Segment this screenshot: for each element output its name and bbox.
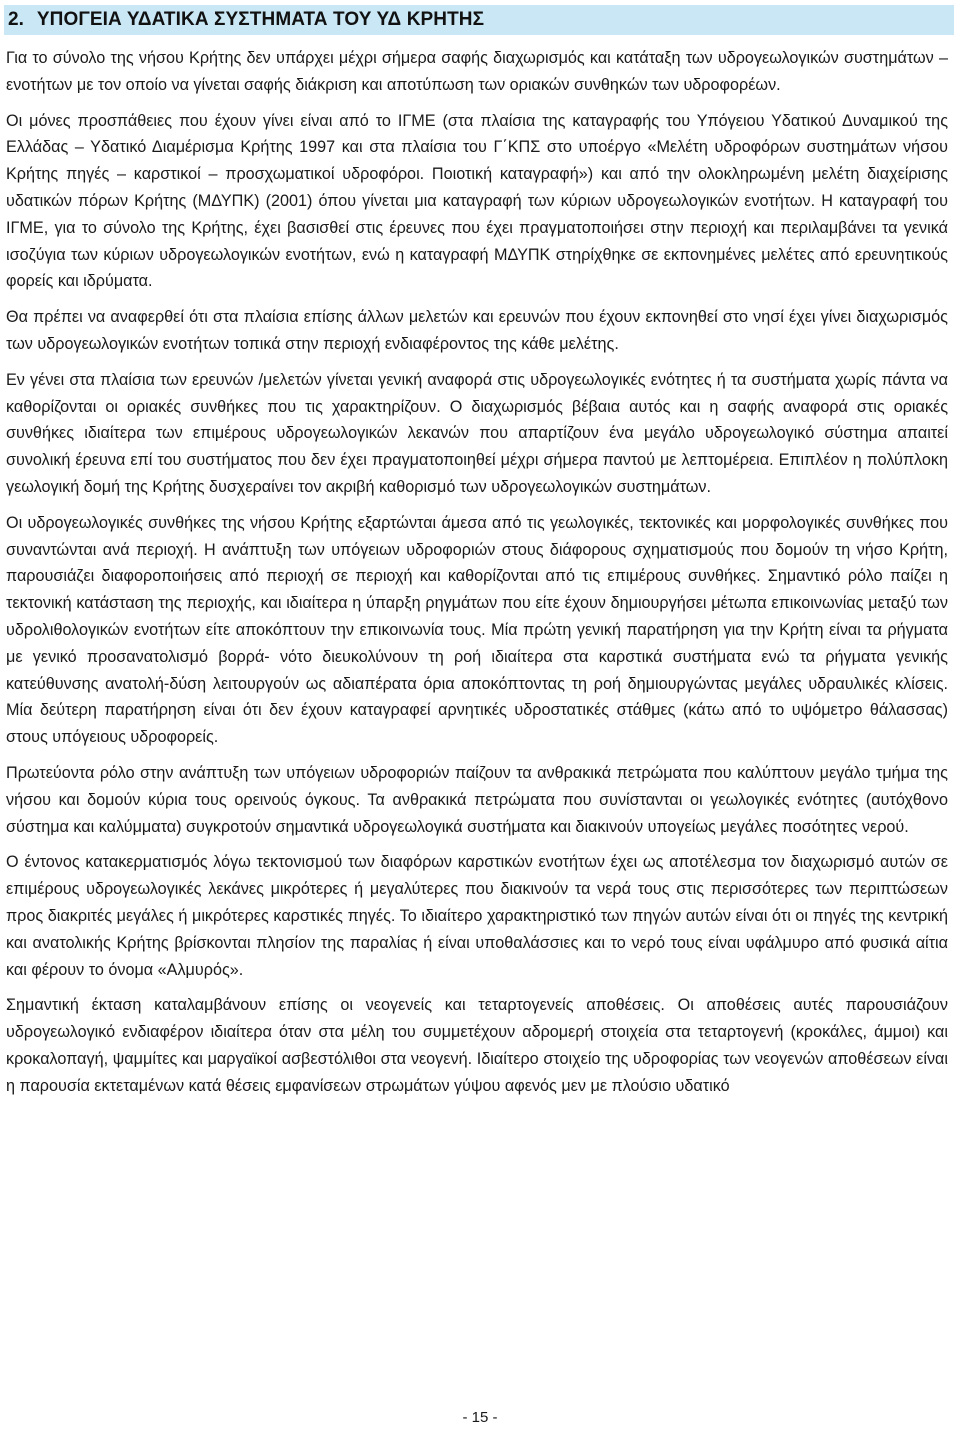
paragraph-4: Εν γένει στα πλαίσια των ερευνών /μελετών γίνεται γενική αναφορά στις υδρογεωλογικές ενότητες ή τα συστήματα χωρίς πάντα να καθορίζονται οι οριακές συνθήκες που τις χαρακτηρίζουν. Ο διαχωρισμός βέβαια αυτός και η σαφής αναφορά στις οριακές συνθήκες ιδιαίτερα των επιμέρους υδρογεωλογικών λεκανών που απαρτίζουν ένα μεγάλο υδρογεωλογικό σύστημα απαιτεί συνολική έρευνα επί του συστήματος που δεν έχει πραγματοποιηθεί μέχρι σήμερα παντού με λεπτομέρεια. Επιπλέον η πολύπλοκη γεωλογική δομή της Κρήτης δυσχεραίνει τον ακριβή καθορισμό των υδρογεωλογικών συστημάτων. (6, 370, 948, 496)
paragraph-2: Οι μόνες προσπάθειες που έχουν γίνει είναι από το ΙΓΜΕ (στα πλαίσια της καταγραφής του Υπόγειου Υδατικού Δυναμικού της Ελλάδας – Υδατικό Διαμέρισμα Κρήτης 1997 και στα πλαίσια του Γ΄ΚΠΣ στο υποέργο «Μελέτη υδροφόρων συστημάτων νήσου Κρήτης πηγές – καρστικοί – προσχωματικοί υδροφόροι. Ποιοτική καταγραφή») και από την ολοκληρωμένη μελέτη διαχείρισης υδατικών πόρων Κρήτης (ΜΔΥΠΚ) (2001) όπου γίνεται μια καταγραφή των κύριων υδρογεωλογικών ενοτήτων. Η καταγραφή του ΙΓΜΕ, για το σύνολο της Κρήτης, έχει βασισθεί στις έρευνες που έχει πραγματοποιήσει στην περιοχή και περιλαμβάνει τα γενικά ισοζύγια των κύριων υδρογεωλογικών ενοτήτων, ενώ η καταγραφή ΜΔΥΠΚ στηρίχθηκε σε εκπονημένες μελέτες από ερευνητικούς φορείς και ιδρύματα. (6, 111, 948, 291)
paragraph-6: Πρωτεύοντα ρόλο στην ανάπτυξη των υπόγειων υδροφοριών παίζουν τα ανθρακικά πετρώματα που καλύπτουν μεγάλο τμήμα της νήσου και δομούν κύρια τους ορεινούς όγκους. Τα ανθρακικά πετρώματα που συνίστανται οι γεωλογικές ενότητες (αυτόχθονο σύστημα και καλύμματα) συγκροτούν σημαντικά υδρογεωλογικά συστήματα και διακινούν υπογείως μεγάλες ποσότητες νερού. (6, 763, 948, 836)
page-number: - 15 - (462, 1409, 498, 1426)
paragraph-7: Ο έντονος κατακερματισμός λόγω τεκτονισμού των διαφόρων καρστικών ενοτήτων έχει ως αποτέλεσμα τον διαχωρισμό αυτών σε επιμέρους υδρογεωλογικές λεκάνες μικρότερες ή μεγαλύτερες που διακινούν τα νερά τους στις περισσότερες των περιπτώσεων προς διακριτές μεγάλες ή μικρότερες καρστικές πηγές. Το ιδιαίτερο χαρακτηριστικό των πηγών αυτών είναι ότι οι πηγές της κεντρική και ανατολικής Κρήτης βρίσκονται πλησίον της παραλίας ή είναι υποθαλάσσιες και το νερό τους είναι υφάλμυρο από φυσικά αίτια και φέρουν το όνομα «Αλμυρός». (6, 853, 948, 979)
body-text (6, 45, 948, 1108)
paragraph-1: Για το σύνολο της νήσου Κρήτης δεν υπάρχει μέχρι σήμερα σαφής διαχωρισμός και κατάταξη των υδρογεωλογικών συστημάτων – ενοτήτων με τον οποίο να γίνεται σαφής διάκριση και αποτύπωση των οριακών συνθηκών των υδροφορέων. (6, 49, 948, 94)
section-heading (4, 5, 954, 35)
paragraph-3: Θα πρέπει να αναφερθεί ότι στα πλαίσια επίσης άλλων μελετών και ερευνών που έχουν εκπονηθεί στο νησί έχει γίνει διαχωρισμός των υδρογεωλογικών ενοτήτων τοπικά στην περιοχή ενδιαφέροντος της κάθε μελέτης. (6, 308, 948, 353)
paragraph-8: Σημαντική έκταση καταλαμβάνουν επίσης οι νεογενείς και τεταρτογενείς αποθέσεις. Οι αποθέσεις αυτές παρουσιάζουν υδρογεωλογικό ενδιαφέρον ιδιαίτερα όταν στα μέλη του συμμετέχουν αδρομερή στοιχεία στα τεταρτογενή (κροκάλες, άμμοι) και κροκαλοπαγή, ψαμμίτες και μαργαϊκοί ασβεστόλιθοι στα νεογενή. Ιδιαίτερο στοιχείο της υδροφορίας των νεογενών αποθέσεων είναι η παρουσία εκτεταμένων κατά θέσεις εμφανίσεων στρωμάτων γύψου αφενός μεν με πλούσιο υδατικό (6, 996, 948, 1095)
section-number: 2. (8, 9, 24, 30)
paragraph-5: Οι υδρογεωλογικές συνθήκες της νήσου Κρήτης εξαρτώνται άμεσα από τις γεωλογικές, τεκτονικές και μορφολογικές συνθήκες που συναντώνται ανά περιοχή. Η ανάπτυξη των υπόγειων υδροφοριών στους διάφορους σχηματισμούς που δομούν τη νήσο Κρήτη, παρουσιάζει διαφοροποιήσεις από περιοχή σε περιοχή και καθορίζονται από τις επιμέρους συνθήκες. Σημαντικό ρόλο παίζει η τεκτονική κατάσταση της περιοχής, και ιδιαίτερα η ύπαρξη ρηγμάτων που είτε έχουν δημιουργήσει μέτωπα επικοινωνίας μεταξύ των υδρολιθολογικών ενοτήτων είτε αποκόπτουν την επικοινωνία τους. Μία πρώτη γενική παρατήρηση για την Κρήτη είναι τα ρήγματα με γενικό προσανατολισμό βορρά- νότο διευκολύνουν τη ροή ιδιαίτερα στα καρστικά συστήματα ενώ τα ρήγματα γενικής κατεύθυνσης ανατολή-δύση λειτουργούν ως αδιαπέρατα όρια αποκόπτοντας τη ροή δημιουργώντας μεγάλες υδραυλικές κλίσεις. Μία δεύτερη παρατήρηση είναι ότι δεν έχουν καταγραφεί αρνητικές υδροστατικές στάθμες (κάτω από το υψόμετρο θάλασσας) στους υπόγειους υδροφορείς. (6, 513, 948, 747)
section-title: ΥΠΟΓΕΙΑ ΥΔΑΤΙΚΑ ΣΥΣΤΗΜΑΤΑ ΤΟΥ ΥΔ ΚΡΗΤΗΣ (36, 9, 485, 30)
